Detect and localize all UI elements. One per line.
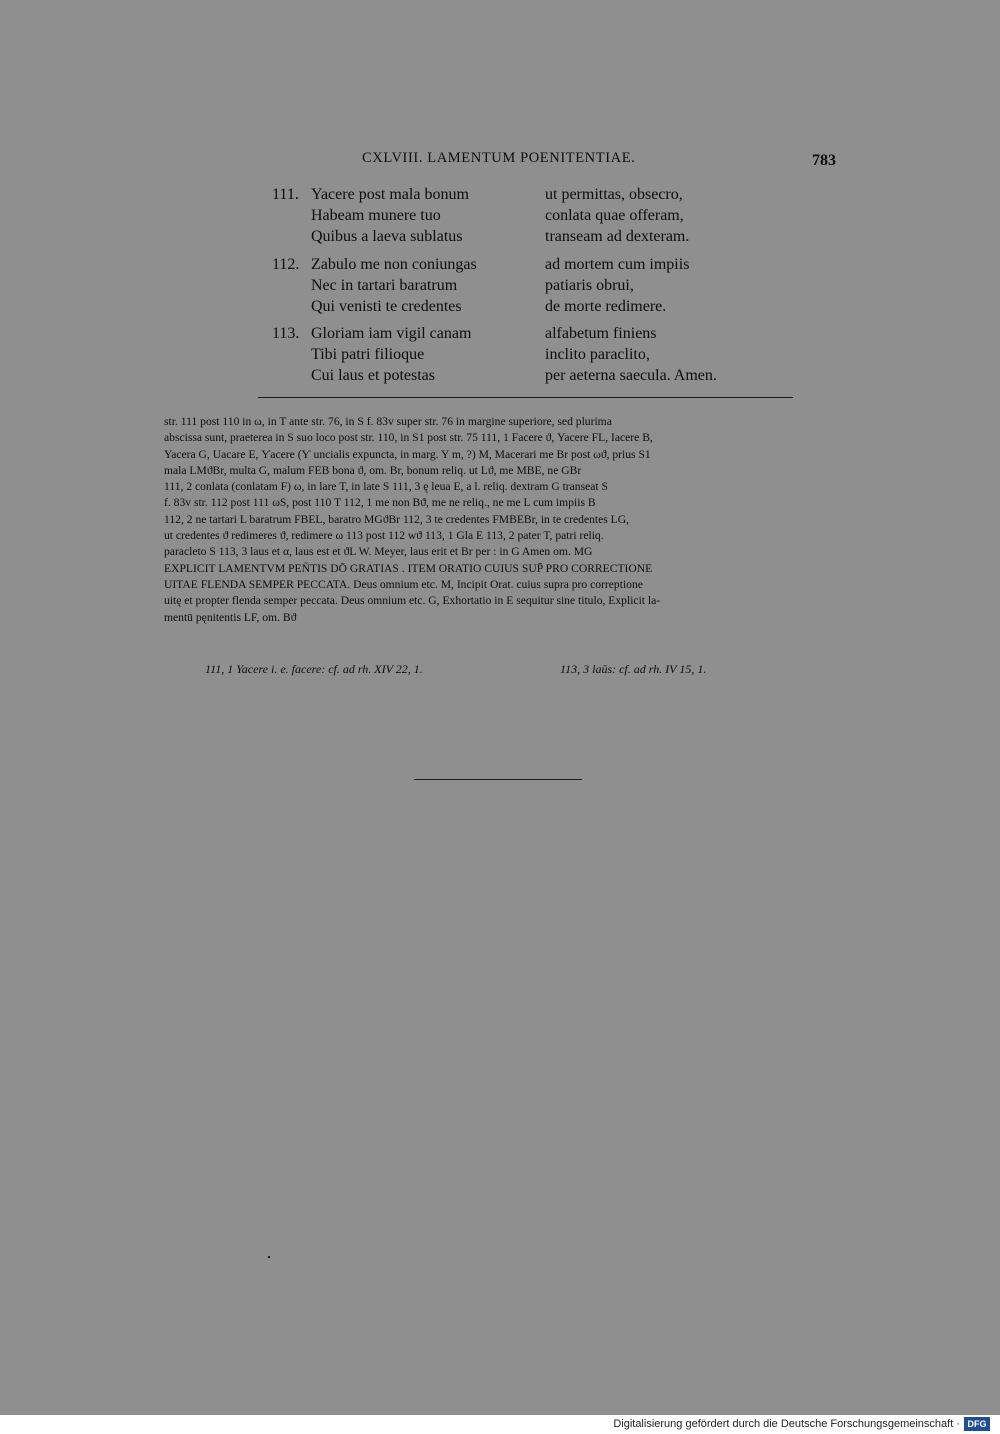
stanza-113 [260, 323, 780, 386]
verse-line [260, 323, 780, 344]
verse-left: Cui laus et potestas [311, 367, 435, 384]
verse-line [260, 275, 780, 296]
apparatus-line: mentū pęnitentis LF, om. Bϑ [164, 610, 297, 624]
verse-left: Quibus a laeva sublatus [311, 228, 463, 245]
reference-note: 111, 1 Yacere i. e. facere: cf. ad rh. XIV 22, 1. [205, 662, 423, 676]
apparatus-line: str. 111 post 110 in ω, in T ante str. 76, in S f. 83v super str. 76 in margine superiore, sed plurima [164, 415, 612, 428]
end-rule [414, 779, 582, 780]
verse-line [260, 226, 780, 247]
apparatus-line: uitę et propter flenda semper peccata. Deus omnium etc. G, Exhortatio in E sequitur sine titulo, Explicit la- [164, 594, 661, 608]
apparatus-line: abscissa sunt, praeterea in S suo loco post str. 110, in S1 post str. 75 111, 1 Facere ϑ, Yacere FL, Iacere B, [164, 431, 653, 445]
verse-right: de morte redimere. [545, 298, 667, 315]
critical-apparatus [164, 414, 838, 626]
verse-left: Habeam munere tuo [311, 207, 441, 224]
verse-line [260, 254, 780, 275]
dfg-logo[interactable]: DFG [964, 1417, 990, 1431]
verse-right: transeam ad dexteram. [545, 228, 690, 245]
verse-left: Nec in tartari baratrum [311, 277, 458, 294]
separator-rule [258, 397, 793, 398]
verse-left: Zabulo me non coniungas [311, 256, 477, 273]
scan-speck [268, 1256, 270, 1258]
stanza-number: 112. [272, 256, 300, 273]
apparatus-line: 112, 2 ne tartari L baratrum FBEL, baratro MGϑBr 112, 3 te credentes FMBEBr, in te credentes LG, [164, 512, 630, 526]
verse-left: Yacere post mala bonum [311, 186, 469, 203]
apparatus-line: UITAE FLENDA SEMPER PECCATA. Deus omnium etc. M, Incipit Orat. cuius supra pro correptione [164, 577, 643, 591]
verse-left: Gloriam iam vigil canam [311, 325, 472, 342]
apparatus-line: Yacera G, Uacare E, Ƴacere (Ƴ uncialis expuncta, in marg. Y m, ?) M, Macerari me Br post ωϑ, prius S1 [164, 447, 651, 461]
verse-line [260, 344, 780, 365]
verse-line [260, 184, 780, 205]
apparatus-line: EXPLICIT LAMENTVM PEÑTIS DŌ GRATIAS . ITEM ORATIO CUIUS SUP̄ PRO CORRECTIONE [164, 561, 653, 575]
reference-note: 113, 3 laūs: cf. ad rh. IV 15, 1. [560, 662, 707, 676]
verse-right: alfabetum finiens [545, 325, 657, 342]
verse-right: inclito paraclito, [545, 346, 650, 363]
verse-left: Tibi patri filioque [311, 346, 425, 363]
footer-bar [0, 1415, 1000, 1434]
verse-right: ad mortem cum impiis [545, 256, 690, 273]
apparatus-line: 111, 2 conlata (conlatam F) ω, in lare T, in late S 111, 3 ę leua E, a l. reliq. dextram G transeat S [164, 480, 608, 494]
verse-line [260, 365, 780, 386]
stanza-number: 113. [272, 325, 300, 342]
apparatus-line: mala LMϑBr, multa G, malum FEB bona ϑ, om. Br, bonum reliq. ut Lϑ, me MBE, ne GBr [164, 463, 582, 477]
apparatus-line: f. 83v str. 112 post 111 ωS, post 110 T 112, 1 me non Bϑ, me ne reliq., ne me L cum impiis B [164, 496, 596, 510]
stanza-number: 111. [272, 186, 299, 203]
verse-line [260, 296, 780, 317]
funding-notice: Digitalisierung gefördert durch die Deutsche Forschungsgemeinschaft · [613, 1418, 960, 1430]
verse-right: patiaris obrui, [545, 277, 634, 294]
verse-right: conlata quae offeram, [545, 207, 684, 224]
stanza-112 [260, 254, 780, 317]
running-header: CXLVIII. LAMENTUM POENITENTIAE. [362, 150, 636, 166]
verse-right: per aeterna saecula. Amen. [545, 367, 717, 384]
verse-left: Qui venisti te credentes [311, 298, 462, 315]
apparatus-line: ut credentes ϑ redimeres ϑ, redimere ω 113 post 112 wϑ 113, 1 Gla E 113, 2 pater T, patri reliq. [164, 529, 604, 543]
page-number: 783 [812, 152, 836, 169]
verse-line [260, 205, 780, 226]
apparatus-line: paracleto S 113, 3 laus et α, laus est et ϑL W. Meyer, laus erit et Br per : in G Amen om. MG [164, 545, 593, 559]
verse-right: ut permittas, obsecro, [545, 186, 683, 203]
stanza-111 [260, 184, 780, 247]
